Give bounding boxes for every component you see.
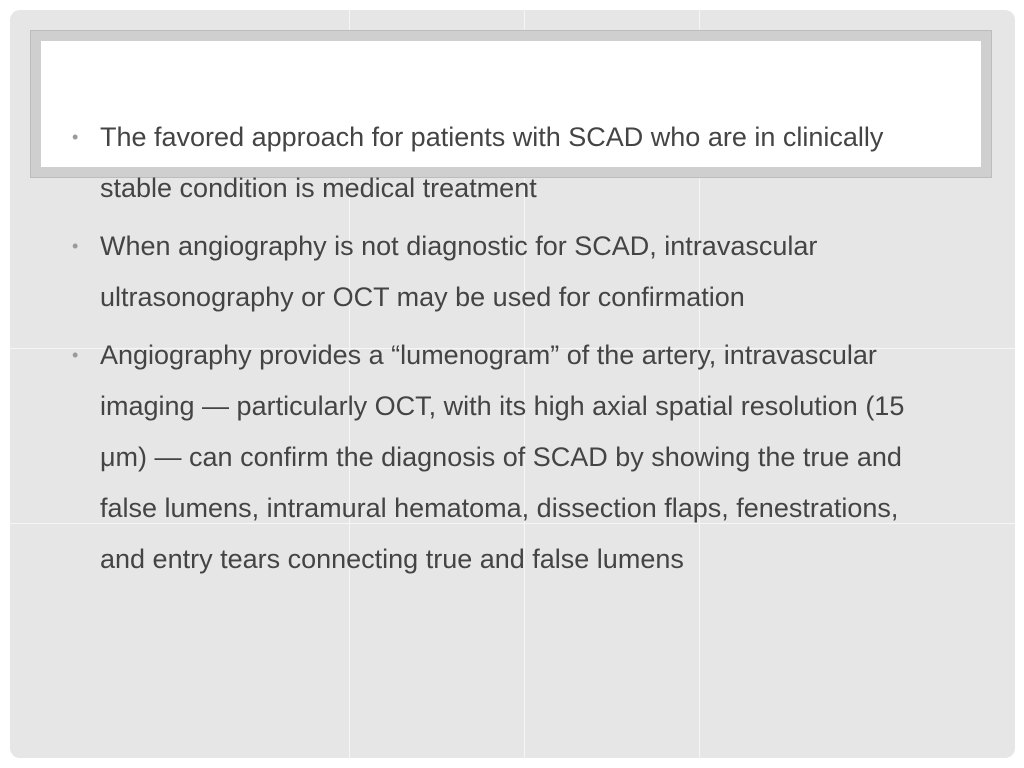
bullet-marker: • xyxy=(72,345,79,365)
bullet-item xyxy=(70,330,950,585)
bullet-text: When angiography is not diagnostic for SCAD, intravascular ultrasonography or OCT may be used for confirmation xyxy=(100,231,818,312)
bullet-item xyxy=(70,221,950,323)
bullet-item xyxy=(70,112,950,214)
bullet-marker: • xyxy=(72,127,79,147)
slide-background xyxy=(10,10,1015,758)
bullet-text: Angiography provides a “lumenogram” of the artery, intravascular imaging — particularly OCT, with its high axial spatial resolution (15 μm) — can confirm the diagnosis of SCAD by showing the true and false lumens, intramural hematoma, dissection flaps, fenestrations, and entry tears connecting true and false lumens xyxy=(100,340,905,574)
bullet-list xyxy=(70,112,950,592)
bullet-marker: • xyxy=(72,236,79,256)
bullet-text: The favored approach for patients with SCAD who are in clinically stable condition is medical treatment xyxy=(100,122,884,203)
